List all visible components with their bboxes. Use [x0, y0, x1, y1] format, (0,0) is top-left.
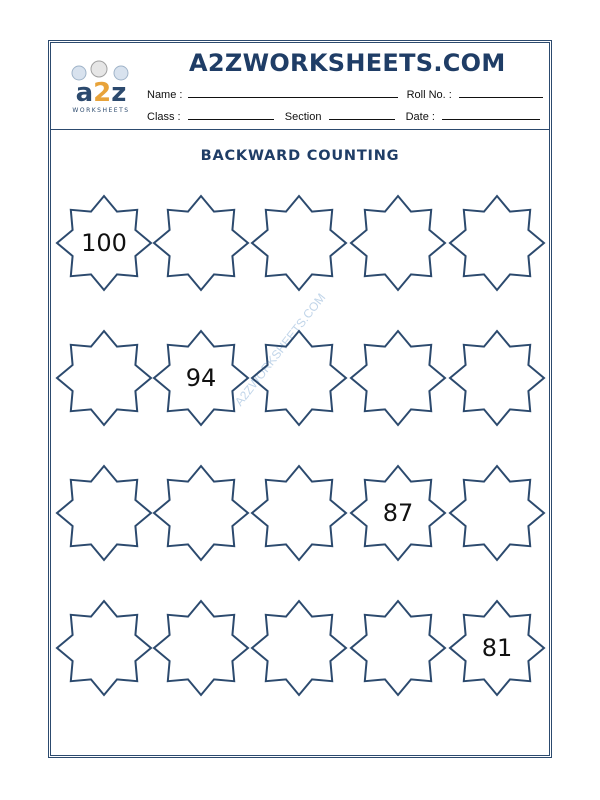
- star-box-r2-c1[interactable]: [57, 331, 151, 425]
- class-label: Class :: [147, 111, 181, 123]
- star-box-r1-c4[interactable]: [351, 196, 445, 290]
- section-label: Section: [284, 111, 322, 123]
- star-number-r4-c5: 81: [481, 634, 513, 662]
- star-box-r2-c5[interactable]: [450, 331, 544, 425]
- svg-text:a2z: a2z: [75, 78, 127, 108]
- star-box-r4-c2[interactable]: [154, 601, 248, 695]
- star-box-r4-c1[interactable]: [57, 601, 151, 695]
- star-box-r3-c5[interactable]: [450, 466, 544, 560]
- star-box-r4-c4[interactable]: [351, 601, 445, 695]
- star-box-r2-c4[interactable]: [351, 331, 445, 425]
- star-box-r3-c3[interactable]: [252, 466, 346, 560]
- star-number-r3-c4: 87: [382, 499, 414, 527]
- star-box-r1-c3[interactable]: [252, 196, 346, 290]
- star-box-r4-c3[interactable]: [252, 601, 346, 695]
- star-box-r1-c5[interactable]: [450, 196, 544, 290]
- svg-text:WORKSHEETS: WORKSHEETS: [72, 107, 130, 114]
- worksheet-title: BACKWARD COUNTING: [200, 148, 400, 164]
- star-number-r2-c2: 94: [185, 364, 217, 392]
- star-box-r3-c1[interactable]: [57, 466, 151, 560]
- date-label: Date :: [405, 111, 435, 123]
- watermark: A2ZWORKSHEETS.COM: [232, 290, 329, 409]
- star-box-r1-c2[interactable]: [154, 196, 248, 290]
- star-number-r1-c1: 100: [81, 229, 127, 257]
- site-title: A2ZWORKSHEETS.COM: [189, 49, 506, 77]
- name-label: Name :: [147, 89, 183, 101]
- star-box-r3-c2[interactable]: [154, 466, 248, 560]
- star-box-r2-c3[interactable]: [252, 331, 346, 425]
- roll-label: Roll No. :: [406, 89, 452, 101]
